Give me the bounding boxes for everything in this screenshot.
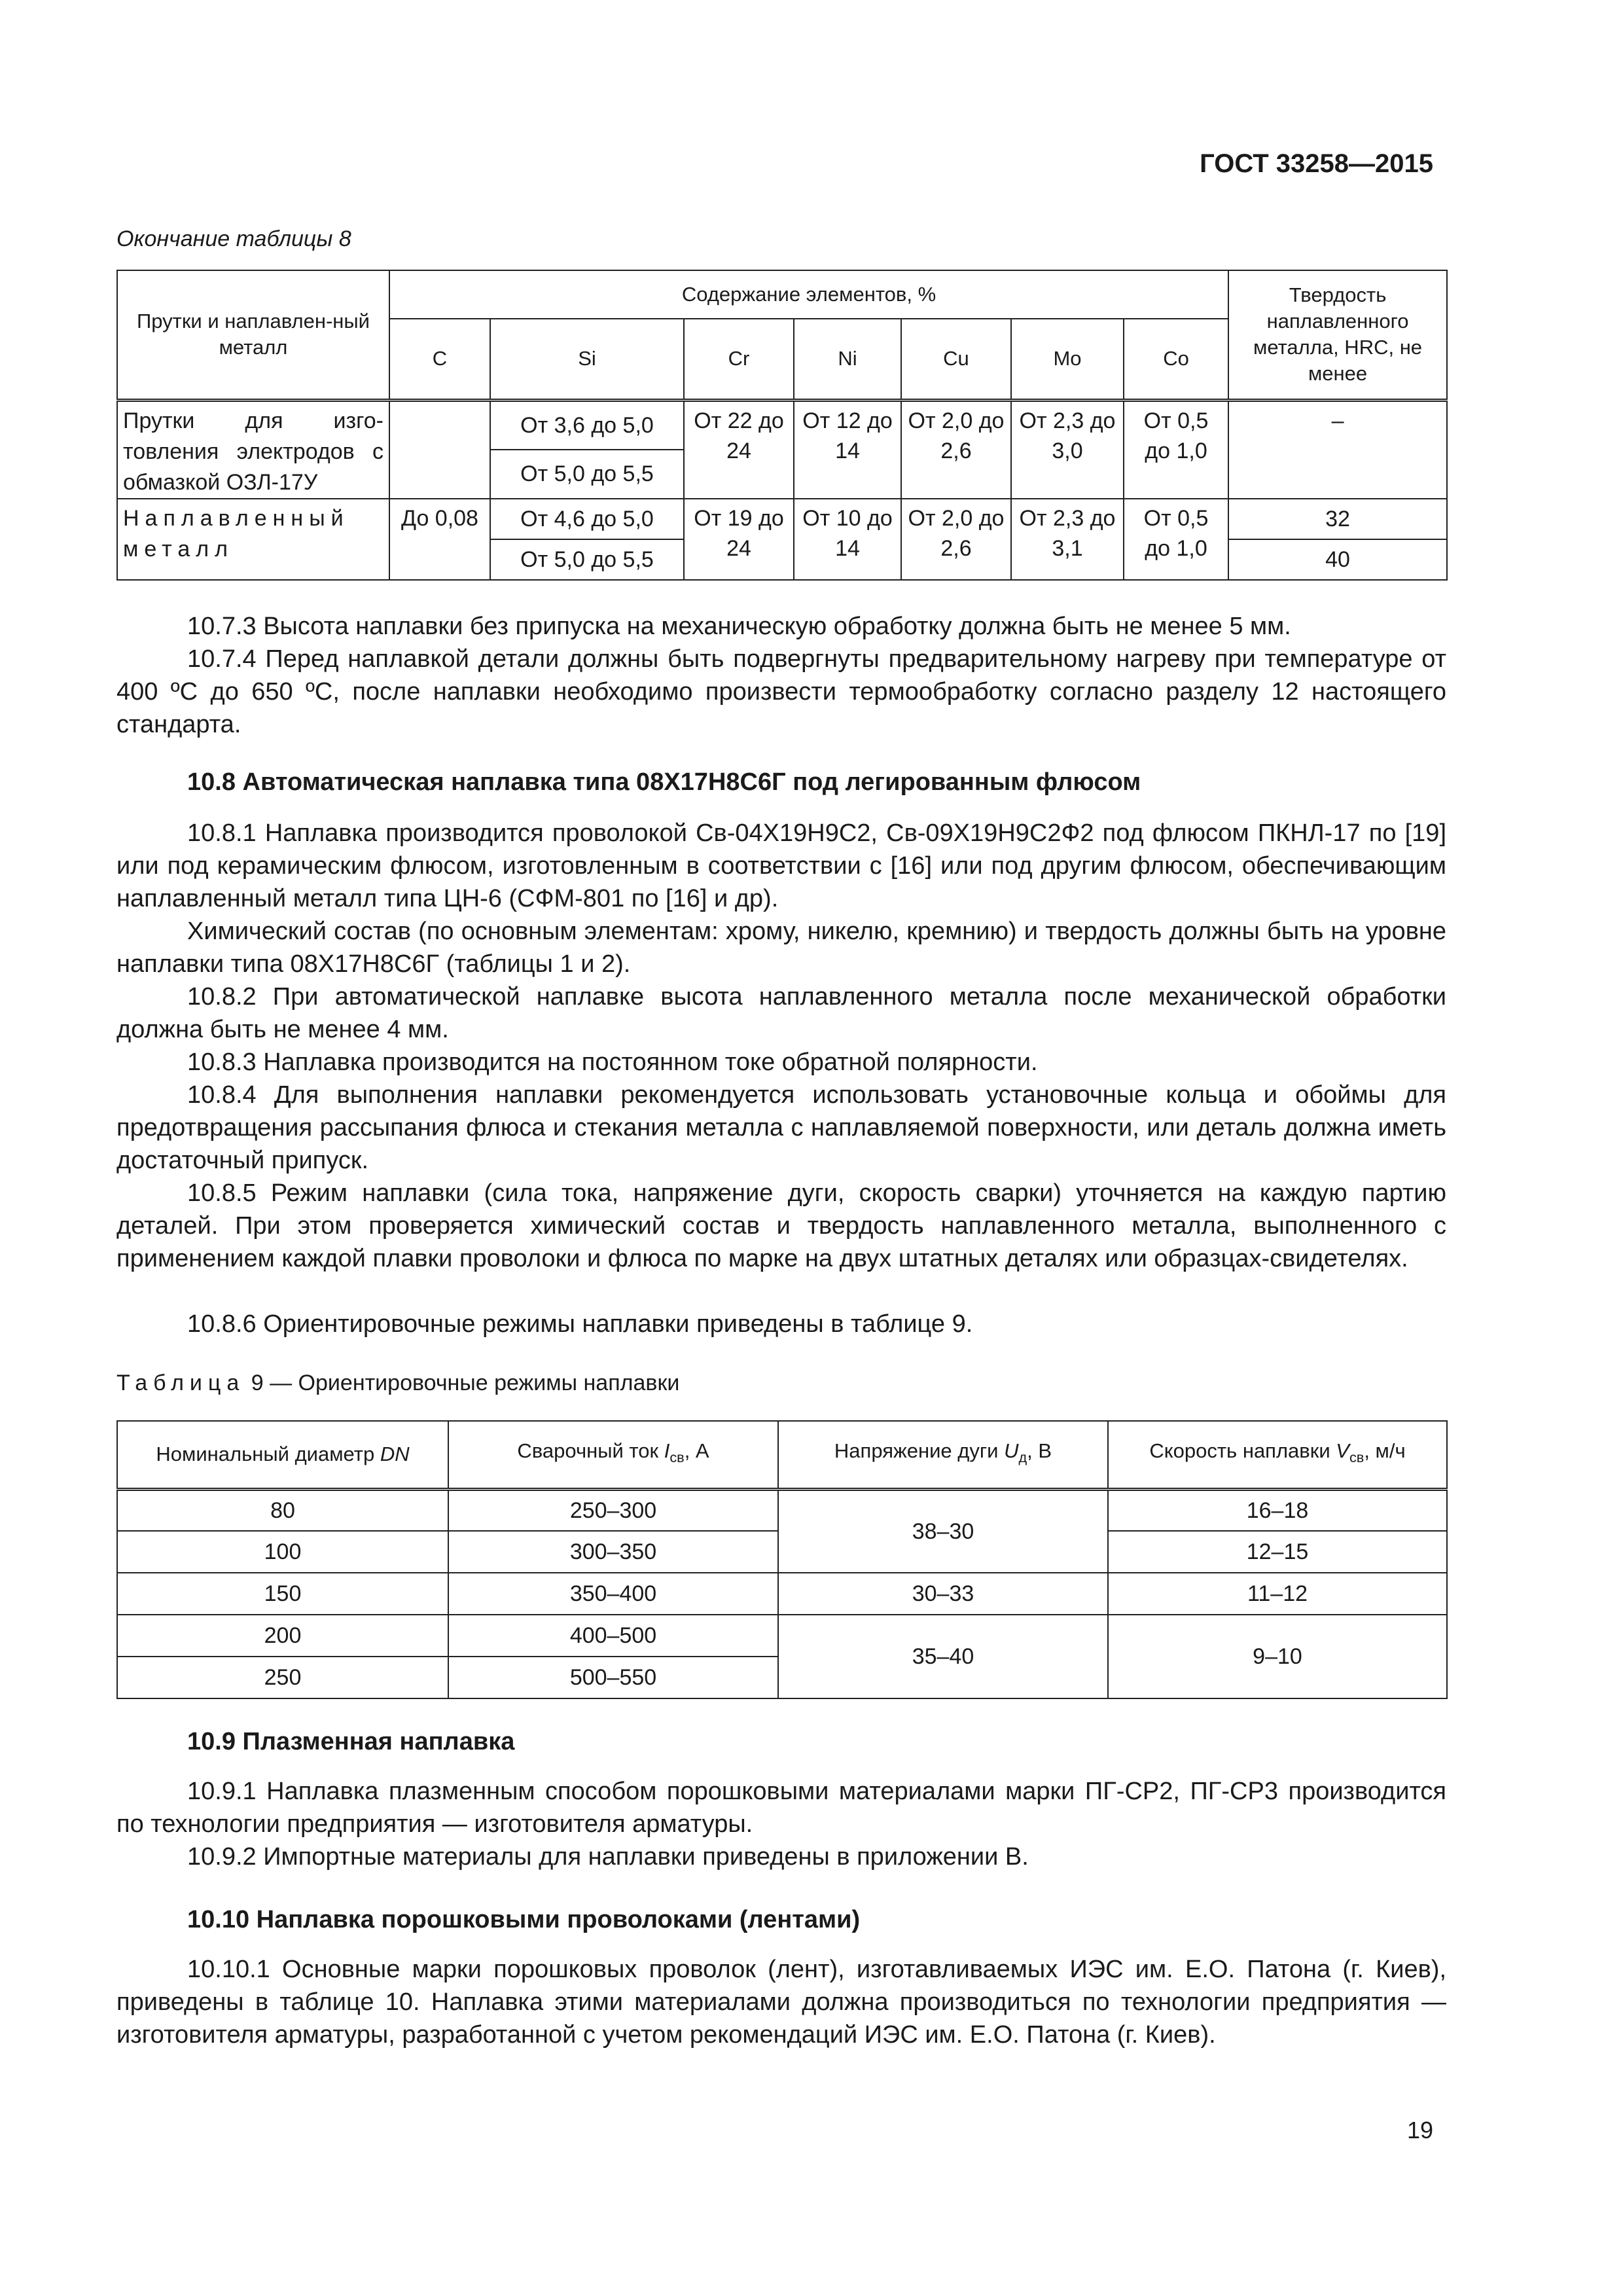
t9-speed-2: 12–15	[1108, 1531, 1447, 1573]
para-10-10-1	[116, 1953, 1446, 2051]
para-10-8-5-text: 10.8.5 Режим наплавки (сила тока, напряжение дуги, скорость сварки) уточняется на каждую партию деталей. При этом проверяется химический состав и твердость наплавленного металла, выполненного с применением каждой плавки проволоки и флюса по марке на двух штатных деталях или образцах-свидетелях.	[116, 1179, 1446, 1272]
t8-r2-si-2: От 5,0 до 5,5	[490, 539, 684, 580]
t9-h-volt-unit: , В	[1027, 1439, 1052, 1463]
t9-dn-5: 250	[117, 1657, 448, 1698]
t9-current-1: 250–300	[448, 1489, 778, 1531]
t9-h-dn-label: Номинальный диаметр	[156, 1443, 380, 1466]
para-10-8-5	[116, 1177, 1446, 1275]
para-10-7-4-text: 10.7.4 Перед наплавкой детали должны быть подвергнуты предварительному нагреву при температуре от 400 ºС до 650 ºС, после наплавки необходимо произвести термообработку согласно разделу 12 настоящего стандарта.	[116, 645, 1446, 738]
para-chem-text: Химический состав (по основным элементам: хрому, никелю, кремнию) и твердость должны быть на уровне наплавки типа 08Х17Н8С6Г (таблицы 1 и 2).	[116, 918, 1446, 978]
t9-h-cur-unit: , А	[684, 1439, 709, 1463]
t9-header-voltage	[778, 1421, 1108, 1489]
t8-r1-c	[389, 400, 490, 499]
t9-speed-4: 9–10	[1108, 1615, 1447, 1698]
t9-current-4: 400–500	[448, 1615, 778, 1657]
t9-dn-1: 80	[117, 1489, 448, 1531]
table8-caption: Окончание таблицы 8	[116, 226, 351, 251]
heading-10-9: 10.9 Плазменная наплавка	[187, 1728, 515, 1755]
document-code: ГОСТ 33258—2015	[1200, 149, 1433, 178]
para-10-7-4	[116, 643, 1446, 741]
para-10-8-2	[116, 980, 1446, 1046]
t8-header-hardness: Твердость наплавленного металла, HRC, не менее	[1228, 270, 1447, 400]
t9-header-speed	[1108, 1421, 1447, 1489]
t9-voltage-3: 35–40	[778, 1615, 1108, 1698]
heading-10-10: 10.10 Наплавка порошковыми проволоками (лентами)	[187, 1906, 861, 1933]
para-10-8-6	[116, 1308, 1446, 1340]
t9-header-dn	[117, 1421, 448, 1489]
t8-r2-label	[117, 499, 389, 580]
t9-h-volt-sub: д	[1018, 1449, 1027, 1466]
t8-r1-cu: От 2,0 до 2,6	[901, 400, 1011, 499]
t9-dn-4: 200	[117, 1615, 448, 1657]
t8-el-co: Co	[1124, 319, 1228, 400]
table9-caption-rest: 9 — Ориентировочные режимы наплавки	[245, 1371, 680, 1395]
t8-el-cu: Cu	[901, 319, 1011, 400]
t9-h-cur-sym: I	[664, 1439, 670, 1463]
t9-header-current	[448, 1421, 778, 1489]
t8-r1-co: От 0,5 до 1,0	[1124, 400, 1228, 499]
t8-r2-hardness-2: 40	[1228, 539, 1447, 580]
t9-h-speed-unit: , м/ч	[1364, 1439, 1406, 1463]
t8-el-si: Si	[490, 319, 684, 400]
para-10-8-3	[116, 1046, 1446, 1079]
t8-r1-label: Прутки для изго-товления электродов с обмазкой ОЗЛ-17У	[117, 400, 389, 499]
t9-dn-3: 150	[117, 1573, 448, 1615]
t9-h-volt-label: Напряжение дуги	[834, 1439, 1005, 1463]
para-10-9-2	[116, 1840, 1446, 1873]
para-10-8-3-text: 10.8.3 Наплавка производится на постоянном токе обратной полярности.	[187, 1049, 1038, 1076]
t8-r1-hardness: –	[1228, 400, 1447, 499]
t8-el-mo: Mo	[1011, 319, 1124, 400]
t9-current-5: 500–550	[448, 1657, 778, 1698]
table9-caption	[116, 1371, 679, 1396]
t9-current-2: 300–350	[448, 1531, 778, 1573]
t8-r1-ni: От 12 до 14	[794, 400, 901, 499]
t9-speed-1: 16–18	[1108, 1489, 1447, 1531]
t8-el-c: C	[389, 319, 490, 400]
t9-voltage-2: 30–33	[778, 1573, 1108, 1615]
para-10-8-4	[116, 1079, 1446, 1177]
t8-r2-mo: От 2,3 до 3,1	[1011, 499, 1124, 580]
t8-r1-si-2: От 5,0 до 5,5	[490, 450, 684, 498]
para-10-10-1-text: 10.10.1 Основные марки порошковых проволок (лент), изготавливаемых ИЭС им. Е.О. Патона (г. Киев), приведены в таблице 10. Наплавка этими материалами должна производиться по технологии предприятия — изготовителя арматуры, разработанной с учетом рекомендаций ИЭС им. Е.О. Патона (г. Киев).	[116, 1956, 1446, 2049]
t8-r2-hardness-1: 32	[1228, 499, 1447, 539]
t9-h-speed-sub: св	[1349, 1449, 1364, 1466]
t8-el-cr: Cr	[684, 319, 794, 400]
para-10-8-1-text: 10.8.1 Наплавка производится проволокой Св-04Х19Н9С2, Св-09Х19Н9С2Ф2 под флюсом ПКНЛ-17 по [19] или под керамическим флюсом, изготовленным в соответствии с [16] или под другим флюсом, обеспечивающим наплавленный металл типа ЦН-6 (СФМ-801 по [16] и др).	[116, 819, 1446, 912]
t9-dn-2: 100	[117, 1531, 448, 1573]
t8-r1-mo: От 2,3 до 3,0	[1011, 400, 1124, 499]
table8	[116, 270, 1448, 581]
para-10-9-1	[116, 1775, 1446, 1840]
t9-current-3: 350–400	[448, 1573, 778, 1615]
para-chem	[116, 915, 1446, 980]
para-10-8-2-text: 10.8.2 При автоматической наплавке высота наплавленного металла после механической обработки должна быть не менее 4 мм.	[116, 983, 1446, 1043]
t8-header-elements: Содержание элементов, %	[389, 270, 1228, 319]
t9-h-dn-sym: DN	[380, 1443, 410, 1466]
t8-r2-cu: От 2,0 до 2,6	[901, 499, 1011, 580]
t8-r2-c: До 0,08	[389, 499, 490, 580]
t9-h-cur-label: Сварочный ток	[517, 1439, 664, 1463]
t8-el-ni: Ni	[794, 319, 901, 400]
t8-r2-si-1: От 4,6 до 5,0	[490, 499, 684, 539]
table9	[116, 1420, 1448, 1699]
t8-header-row-label: Прутки и наплавлен-ный металл	[117, 270, 389, 400]
t9-h-speed-sym: V	[1336, 1439, 1349, 1463]
para-10-7-3-text: 10.7.3 Высота наплавки без припуска на механическую обработку должна быть не менее 5 мм.	[187, 613, 1291, 640]
para-10-7-3	[116, 610, 1446, 643]
para-10-8-4-text: 10.8.4 Для выполнения наплавки рекомендуется использовать установочные кольца и обоймы для предотвращения рассыпания флюса и стекания металла с наплавляемой поверхности, или деталь должна иметь достаточный припуск.	[116, 1081, 1446, 1174]
t8-r2-label-text: Наплавленный металл	[123, 505, 349, 562]
t8-r2-co: От 0,5 до 1,0	[1124, 499, 1228, 580]
t9-voltage-1: 38–30	[778, 1489, 1108, 1573]
t9-h-speed-label: Скорость наплавки	[1149, 1439, 1336, 1463]
t8-r1-cr: От 22 до 24	[684, 400, 794, 499]
t9-h-volt-sym: U	[1004, 1439, 1019, 1463]
para-10-8-6-text: 10.8.6 Ориентировочные режимы наплавки приведены в таблице 9.	[187, 1310, 973, 1338]
page-number: 19	[1406, 2117, 1433, 2144]
table9-caption-word: Таблица	[116, 1371, 245, 1395]
t8-r2-cr: От 19 до 24	[684, 499, 794, 580]
t8-r2-ni: От 10 до 14	[794, 499, 901, 580]
para-10-9-1-text: 10.9.1 Наплавка плазменным способом порошковыми материалами марки ПГ-СР2, ПГ-СР3 производится по технологии предприятия — изготовителя арматуры.	[116, 1778, 1446, 1838]
t8-r1-si-1: От 3,6 до 5,0	[490, 400, 684, 450]
heading-10-8: 10.8 Автоматическая наплавка типа 08Х17Н8С6Г под легированным флюсом	[187, 768, 1141, 796]
t9-speed-3: 11–12	[1108, 1573, 1447, 1615]
para-10-8-1	[116, 817, 1446, 915]
t9-h-cur-sub: св	[669, 1449, 685, 1466]
para-10-9-2-text: 10.9.2 Импортные материалы для наплавки приведены в приложении В.	[187, 1843, 1029, 1871]
